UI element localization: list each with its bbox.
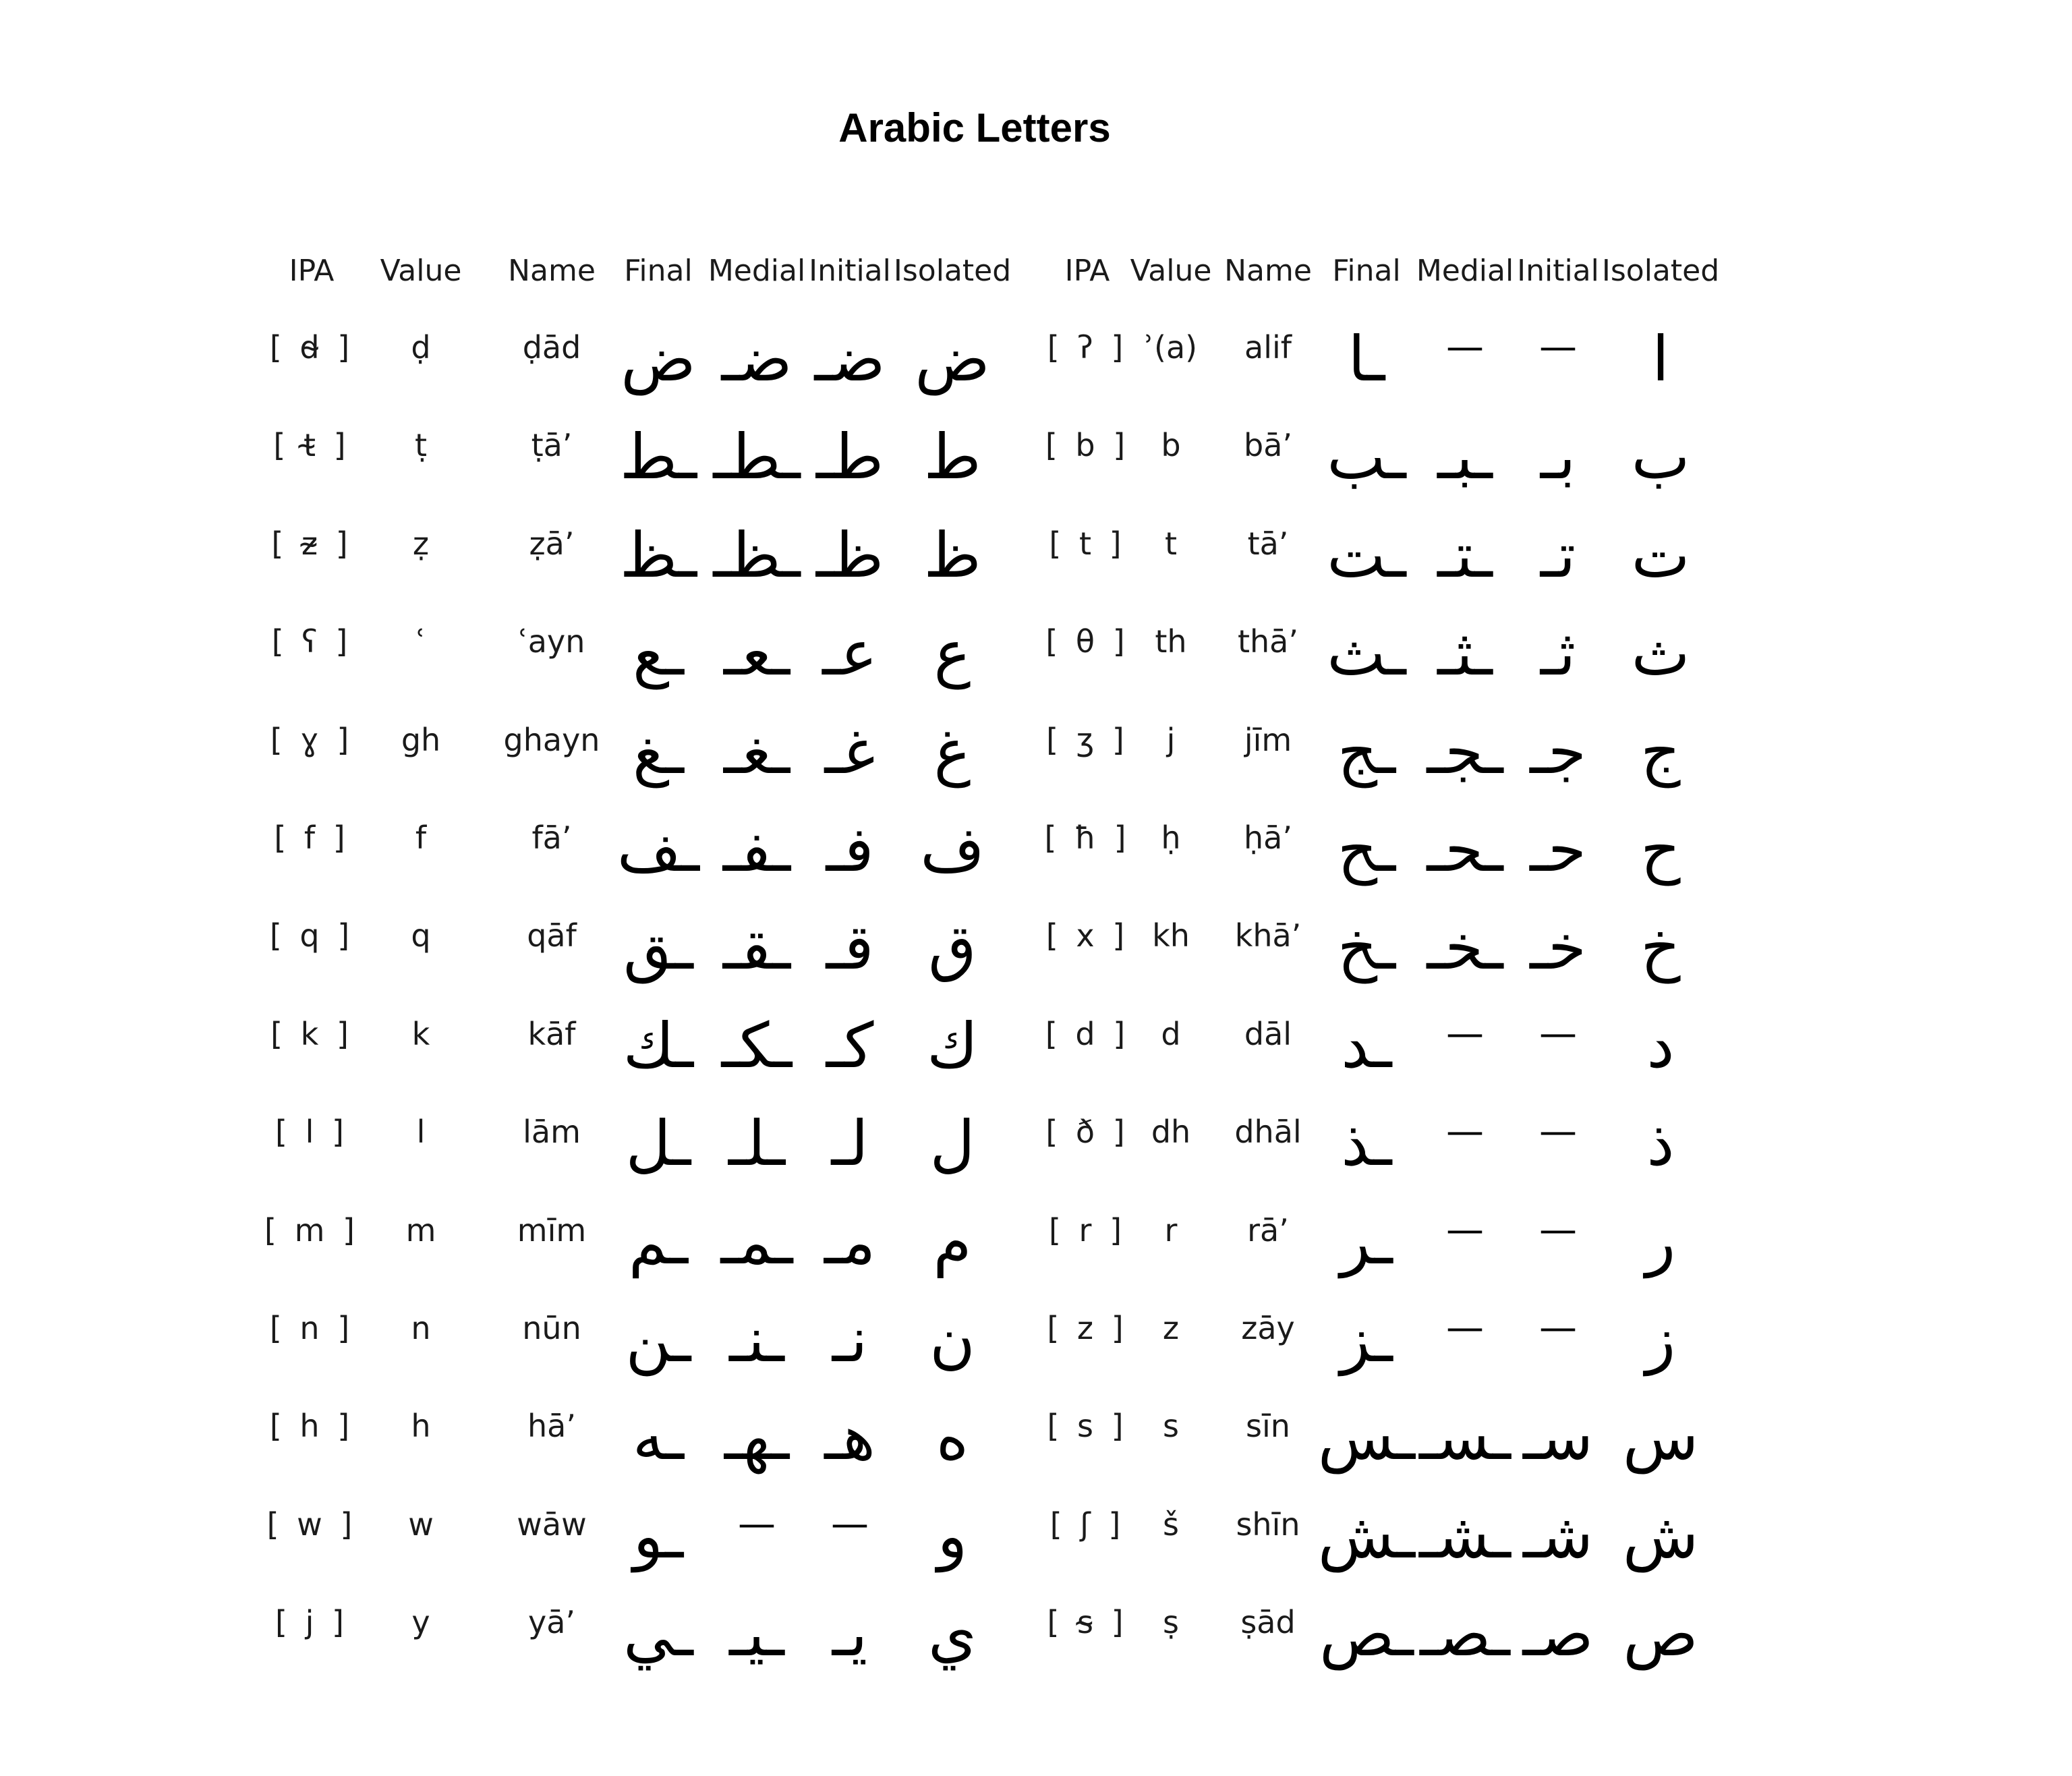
right-row-8-value: d: [1161, 1015, 1181, 1052]
right-row-3-initial: تـ: [1540, 519, 1576, 592]
right-row-12-final: ـس: [1317, 1402, 1416, 1474]
right-row-14-value: ṣ: [1163, 1604, 1179, 1641]
left-row-8-isolated: ك: [927, 1009, 978, 1082]
left-row-1-initial: ضـ: [814, 323, 886, 395]
right-row-4-final: ـث: [1327, 617, 1406, 690]
left-row-7-value: q: [411, 917, 431, 954]
right-row-11-medial: —: [1446, 1306, 1484, 1350]
right-row-5-isolated: ج: [1640, 715, 1681, 788]
left-row-3-name: ẓāʼ: [529, 525, 575, 562]
right-row-7-isolated: خ: [1640, 911, 1681, 984]
left-row-6-name: fāʼ: [531, 820, 572, 856]
left-row-3-value: ẓ: [412, 525, 430, 562]
right-row-5-value: j: [1166, 721, 1176, 758]
right-row-1-value: ʾ(a): [1144, 329, 1198, 366]
left-row-8-ipa: [ k ]: [270, 1015, 353, 1052]
left-row-14-isolated: ي: [927, 1598, 977, 1671]
right-header-value: Value: [1130, 254, 1212, 288]
right-row-14-isolated: ص: [1623, 1598, 1698, 1671]
right-row-5-final: ـج: [1337, 715, 1396, 788]
left-row-3-isolated: ظ: [923, 519, 981, 592]
left-row-8-name: kāf: [527, 1015, 576, 1052]
left-row-7-initial: قـ: [826, 911, 874, 984]
left-row-1-isolated: ض: [915, 323, 990, 395]
left-row-2-medial: ـطـ: [713, 421, 801, 494]
left-row-2-initial: طـ: [815, 421, 884, 494]
right-row-12-medial: ـسـ: [1419, 1402, 1511, 1474]
right-row-4-ipa: [ θ ]: [1045, 623, 1129, 660]
right-row-9-ipa: [ ð ]: [1045, 1114, 1129, 1151]
right-header-isolated: Isolated: [1601, 254, 1720, 288]
right-row-14-medial: ـصـ: [1420, 1598, 1510, 1671]
right-row-2-value: b: [1161, 427, 1181, 464]
right-row-13-value: š: [1163, 1506, 1179, 1543]
left-row-2-value: ṭ: [414, 427, 428, 464]
left-row-11-isolated: ن: [929, 1304, 975, 1376]
right-row-1-ipa: [ ʔ ]: [1047, 329, 1128, 366]
right-row-10-medial: —: [1446, 1207, 1484, 1252]
right-row-6-ipa: [ ħ ]: [1044, 820, 1130, 856]
left-row-11-name: nūn: [522, 1310, 581, 1346]
left-row-2-name: ṭāʼ: [531, 427, 573, 464]
left-row-13-final: ـو: [633, 1499, 684, 1572]
left-row-4-isolated: ع: [933, 617, 971, 690]
right-row-9-isolated: ذ: [1646, 1108, 1675, 1180]
left-header-name: Name: [508, 254, 596, 288]
left-row-10-value: m: [405, 1211, 436, 1249]
left-row-8-final: ـك: [623, 1009, 694, 1082]
right-row-7-value: kh: [1152, 917, 1190, 954]
left-row-2-ipa: [ t̴ ]: [273, 427, 350, 464]
page-title: Arabic Letters: [838, 105, 1111, 150]
right-row-5-ipa: [ ʒ ]: [1046, 721, 1128, 758]
left-row-5-medial: ـغـ: [723, 715, 790, 788]
right-row-10-value: r: [1164, 1211, 1178, 1249]
left-row-7-ipa: [ q ]: [269, 917, 354, 954]
left-row-8-value: k: [411, 1015, 430, 1052]
left-row-10-ipa: [ m ]: [264, 1211, 359, 1249]
right-row-11-isolated: ز: [1645, 1304, 1676, 1376]
right-row-2-initial: بـ: [1540, 421, 1576, 494]
right-row-2-medial: ـبـ: [1437, 421, 1493, 494]
left-row-10-medial: ـمـ: [720, 1205, 793, 1278]
right-row-6-isolated: ح: [1640, 813, 1681, 886]
right-row-9-value: dh: [1151, 1114, 1191, 1151]
left-row-7-isolated: ق: [928, 911, 977, 984]
left-header-isolated: Isolated: [893, 254, 1012, 288]
left-row-14-final: ـي: [623, 1598, 693, 1671]
left-row-7-final: ـق: [623, 911, 693, 984]
right-row-7-medial: ـخـ: [1427, 911, 1503, 984]
right-row-8-ipa: [ d ]: [1045, 1015, 1130, 1052]
right-row-3-isolated: ت: [1631, 519, 1690, 592]
left-row-5-value: gh: [401, 721, 441, 758]
left-row-12-ipa: [ h ]: [269, 1408, 354, 1445]
left-row-13-initial: —: [831, 1501, 869, 1546]
right-row-4-isolated: ث: [1631, 617, 1690, 690]
left-row-3-initial: ظـ: [815, 519, 884, 592]
left-row-13-name: wāw: [517, 1506, 587, 1543]
left-row-11-initial: نـ: [832, 1304, 868, 1376]
right-row-7-initial: خـ: [1530, 911, 1586, 984]
right-row-4-medial: ـثـ: [1437, 617, 1493, 690]
left-row-10-initial: مـ: [824, 1205, 876, 1278]
right-row-3-value: t: [1164, 525, 1178, 562]
right-row-5-initial: جـ: [1530, 715, 1586, 788]
left-row-9-medial: ـلـ: [728, 1108, 786, 1180]
left-header-final: Final: [624, 254, 693, 288]
left-row-4-ipa: [ ʕ ]: [271, 623, 352, 660]
left-row-7-medial: ـقـ: [722, 911, 791, 984]
left-row-7-name: qāf: [527, 917, 577, 954]
left-row-4-final: ـع: [633, 617, 684, 690]
left-row-6-medial: ـفـ: [722, 813, 791, 886]
left-row-11-final: ـن: [625, 1304, 691, 1376]
left-row-1-name: ḍād: [522, 329, 581, 366]
left-header-ipa: IPA: [289, 254, 335, 288]
right-header-ipa: IPA: [1064, 254, 1110, 288]
left-row-5-initial: غـ: [824, 715, 875, 788]
left-row-6-value: f: [415, 820, 427, 856]
right-row-12-ipa: [ s ]: [1047, 1408, 1128, 1445]
right-row-12-name: sīn: [1246, 1408, 1290, 1445]
left-row-14-medial: ـيـ: [729, 1598, 784, 1671]
right-row-3-ipa: [ t ]: [1049, 525, 1126, 562]
right-row-6-value: ḥ: [1161, 820, 1181, 856]
right-row-2-isolated: ب: [1631, 421, 1690, 494]
left-row-3-ipa: [ z̴ ]: [271, 525, 352, 562]
left-row-2-isolated: ط: [923, 421, 981, 494]
right-row-6-initial: حـ: [1530, 813, 1586, 886]
right-row-13-name: shīn: [1236, 1506, 1300, 1543]
left-header-initial: Initial: [809, 254, 891, 288]
right-row-10-final: ـر: [1340, 1205, 1393, 1278]
right-row-9-medial: —: [1446, 1110, 1484, 1154]
left-row-6-ipa: [ f ]: [274, 820, 349, 856]
left-row-3-final: ـظ: [619, 519, 697, 592]
right-row-1-medial: —: [1446, 325, 1484, 369]
left-row-9-initial: لـ: [831, 1108, 869, 1180]
right-row-1-final: ـا: [1348, 323, 1385, 395]
left-row-3-medial: ـظـ: [713, 519, 801, 592]
left-row-4-name: ʿayn: [518, 623, 585, 660]
right-row-10-isolated: ر: [1645, 1205, 1676, 1278]
left-row-14-initial: يـ: [832, 1598, 868, 1671]
right-row-2-ipa: [ b ]: [1045, 427, 1130, 464]
right-row-6-medial: ـحـ: [1427, 813, 1503, 886]
right-row-9-initial: —: [1539, 1110, 1577, 1154]
right-row-8-medial: —: [1446, 1011, 1484, 1056]
right-row-8-final: ـد: [1341, 1009, 1392, 1082]
left-row-12-isolated: ه: [936, 1402, 969, 1474]
right-row-11-ipa: [ z ]: [1047, 1310, 1128, 1346]
left-row-14-value: y: [411, 1604, 430, 1641]
left-row-10-name: mīm: [517, 1211, 587, 1249]
left-row-9-name: lām: [523, 1114, 581, 1151]
left-row-1-ipa: [ d̴ ]: [269, 329, 354, 366]
right-row-13-initial: شـ: [1522, 1499, 1594, 1572]
right-row-11-name: zāy: [1241, 1310, 1295, 1346]
right-row-4-name: thāʼ: [1237, 623, 1299, 660]
right-header-initial: Initial: [1517, 254, 1599, 288]
left-row-1-value: ḍ: [411, 329, 431, 366]
left-row-8-medial: ـكـ: [721, 1009, 793, 1082]
right-row-6-name: ḥāʼ: [1244, 820, 1292, 856]
right-row-10-initial: —: [1539, 1207, 1577, 1252]
left-row-4-medial: ـعـ: [723, 617, 790, 690]
right-row-5-medial: ـجـ: [1427, 715, 1503, 788]
left-row-14-name: yāʼ: [527, 1604, 576, 1641]
left-header-medial: Medial: [708, 254, 806, 288]
left-row-13-ipa: [ w ]: [266, 1506, 357, 1543]
right-row-3-final: ـت: [1327, 519, 1406, 592]
left-row-12-value: h: [411, 1408, 431, 1445]
right-header-final: Final: [1332, 254, 1401, 288]
left-row-10-isolated: م: [933, 1205, 972, 1278]
right-row-12-value: s: [1163, 1408, 1179, 1445]
left-row-9-ipa: [ l ]: [275, 1114, 348, 1151]
left-row-12-initial: هـ: [824, 1402, 875, 1474]
right-row-3-name: tāʼ: [1247, 525, 1289, 562]
right-row-1-isolated: ا: [1652, 323, 1669, 395]
right-row-14-initial: صـ: [1522, 1598, 1594, 1671]
right-row-13-medial: ـشـ: [1419, 1499, 1511, 1572]
right-row-12-isolated: س: [1622, 1402, 1699, 1474]
left-row-9-isolated: ل: [929, 1108, 975, 1180]
left-row-9-final: ـل: [625, 1108, 691, 1180]
left-row-13-medial: —: [738, 1501, 776, 1546]
right-row-6-final: ـح: [1337, 813, 1396, 886]
right-row-10-ipa: [ r ]: [1048, 1211, 1126, 1249]
left-row-12-final: ـه: [632, 1402, 685, 1474]
right-row-7-final: ـخ: [1337, 911, 1396, 984]
right-row-7-name: khāʼ: [1234, 917, 1302, 954]
left-row-9-value: l: [416, 1114, 426, 1151]
right-header-medial: Medial: [1416, 254, 1514, 288]
right-row-7-ipa: [ x ]: [1045, 917, 1129, 954]
left-row-5-isolated: غ: [933, 715, 971, 788]
left-row-11-ipa: [ n ]: [269, 1310, 354, 1346]
left-row-10-final: ـم: [628, 1205, 689, 1278]
left-row-13-isolated: و: [937, 1499, 968, 1572]
left-row-6-initial: فـ: [826, 813, 874, 886]
right-row-2-final: ـب: [1327, 421, 1406, 494]
right-row-3-medial: ـتـ: [1437, 519, 1493, 592]
left-row-2-final: ـط: [619, 421, 697, 494]
left-row-5-name: ghayn: [503, 721, 600, 758]
left-row-8-initial: كـ: [826, 1009, 874, 1082]
right-row-11-initial: —: [1539, 1306, 1577, 1350]
right-row-14-name: ṣād: [1240, 1604, 1296, 1641]
left-row-5-final: ـغ: [633, 715, 684, 788]
right-row-9-final: ـذ: [1341, 1108, 1392, 1180]
right-row-11-final: ـز: [1340, 1304, 1393, 1376]
left-row-4-value: ʿ: [415, 623, 426, 660]
right-row-8-initial: —: [1539, 1011, 1577, 1056]
right-header-name: Name: [1224, 254, 1312, 288]
right-row-5-name: jīm: [1244, 721, 1292, 758]
right-row-4-value: th: [1155, 623, 1187, 660]
left-row-13-value: w: [408, 1506, 434, 1543]
right-row-13-isolated: ش: [1622, 1499, 1699, 1572]
right-row-2-name: bāʼ: [1243, 427, 1293, 464]
left-row-14-ipa: [ j ]: [275, 1604, 348, 1641]
left-row-11-value: n: [411, 1310, 431, 1346]
right-row-8-name: dāl: [1244, 1015, 1292, 1052]
left-row-6-final: ـف: [616, 813, 700, 886]
right-row-12-initial: سـ: [1522, 1402, 1594, 1474]
right-row-8-isolated: د: [1646, 1009, 1675, 1082]
right-row-14-ipa: [ s̴ ]: [1047, 1604, 1128, 1641]
right-row-11-value: z: [1162, 1310, 1180, 1346]
left-row-5-ipa: [ ɣ ]: [270, 721, 353, 758]
left-header-value: Value: [380, 254, 462, 288]
right-row-13-final: ـش: [1317, 1499, 1416, 1572]
left-row-12-medial: ـهـ: [724, 1402, 790, 1474]
left-row-4-initial: عـ: [822, 617, 877, 690]
right-row-4-initial: ثـ: [1540, 617, 1576, 690]
right-row-1-name: alif: [1244, 329, 1292, 366]
right-row-1-initial: —: [1539, 325, 1577, 369]
right-row-13-ipa: [ ʃ ]: [1049, 1506, 1125, 1543]
right-row-14-final: ـص: [1319, 1598, 1414, 1671]
left-row-11-medial: ـنـ: [729, 1304, 784, 1376]
left-row-6-isolated: ف: [920, 813, 985, 886]
left-row-12-name: hāʼ: [527, 1408, 576, 1445]
left-row-1-medial: ضـ: [721, 323, 793, 395]
right-row-9-name: dhāl: [1234, 1114, 1302, 1151]
right-row-10-name: rāʼ: [1247, 1211, 1289, 1249]
left-row-1-final: ض: [621, 323, 696, 395]
